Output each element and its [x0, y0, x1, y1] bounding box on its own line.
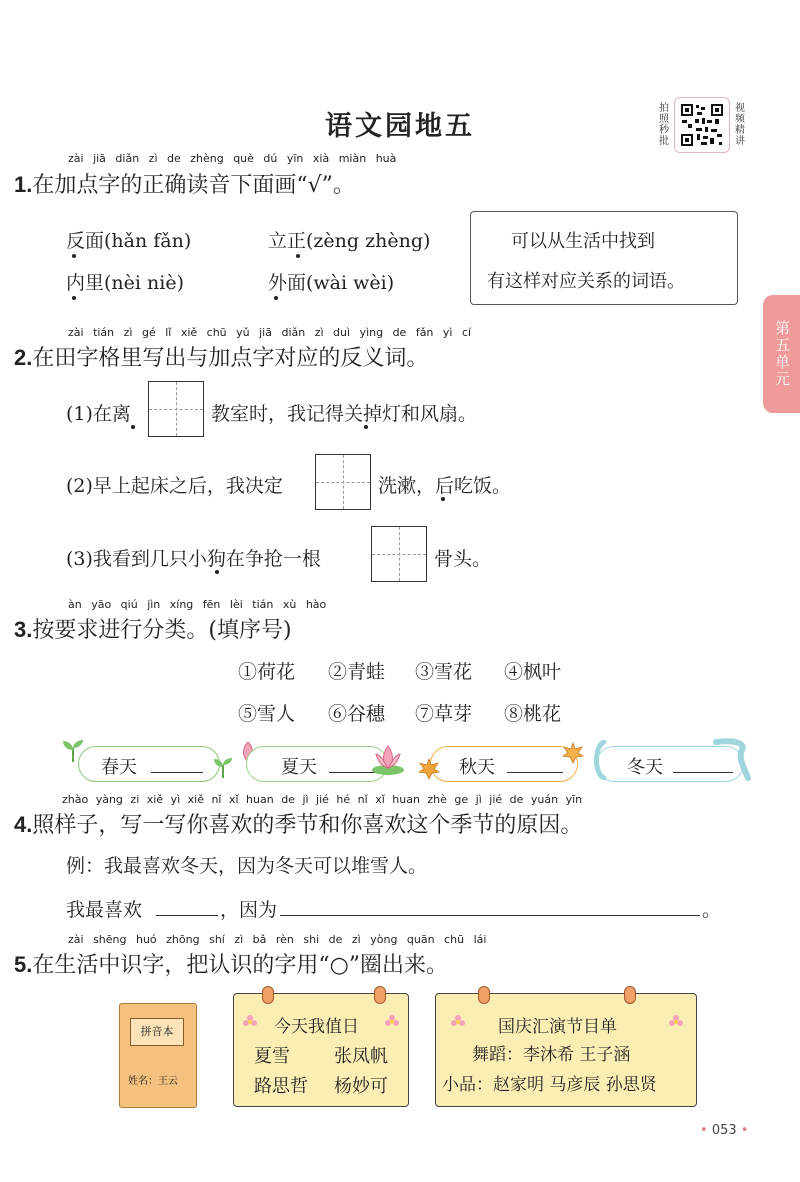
- q4-example: 例：我最喜欢冬天，因为冬天可以堆雪人。: [66, 855, 428, 877]
- season-box-autumn[interactable]: [430, 746, 578, 782]
- q4-pinyin: zhào yàng zi xiě yì xiě nǐ xǐ huan de jì jié hé nǐ xǐ huan zhè ge jì jié de yuán yīn: [62, 793, 583, 806]
- flower-icon: [242, 1014, 258, 1030]
- q1-number: 1.: [14, 172, 33, 197]
- pinyin-notebook: [119, 1003, 197, 1108]
- option-1: ①荷花: [238, 661, 296, 683]
- emphasis-dot: [72, 296, 76, 300]
- q5-heading: [14, 948, 448, 979]
- show-line-1[interactable]: 舞蹈：李沐希 王子涵: [472, 1045, 631, 1065]
- q1-text: 在加点字的正确读音下面画“√”。: [32, 173, 355, 198]
- season-label-autumn: 秋天: [459, 757, 495, 778]
- qr-code-icon: [679, 102, 725, 148]
- emphasis-dot: [131, 425, 135, 429]
- q5-pinyin: zài shēng huó zhōng shí zì bǎ rèn shi de zì yòng quān chū lái: [68, 933, 487, 946]
- notebook-title[interactable]: 拼音本: [130, 1018, 184, 1046]
- unit-tab[interactable]: 第五单元: [763, 295, 800, 413]
- q1-item-3[interactable]: 内里(nèi niè): [66, 272, 184, 294]
- pin-icon: [478, 986, 490, 1004]
- q1-heading: [14, 168, 355, 199]
- q2-s2-after: 洗漱，后吃饭。: [378, 475, 512, 497]
- show-title[interactable]: 国庆汇演节目单: [498, 1017, 617, 1037]
- emphasis-dot: [215, 570, 219, 574]
- q2-s2-before: (2)早上起床之后，我决定: [66, 475, 283, 497]
- page-number: • 053 •: [700, 1123, 749, 1138]
- answer-blank[interactable]: [507, 772, 563, 773]
- option-2: ②青蛙: [328, 661, 386, 683]
- season-label-winter: 冬天: [627, 757, 663, 778]
- snow-cloud-icon: [590, 740, 608, 780]
- tianzige-box-1[interactable]: [148, 381, 204, 437]
- season-label-summer: 夏天: [281, 757, 317, 778]
- flower-icon: [384, 1014, 400, 1030]
- duty-title[interactable]: 今天我值日: [274, 1017, 359, 1037]
- maple-leaf-icon: [418, 758, 440, 780]
- q3-pinyin: àn yāo qiú jìn xíng fēn lèi tián xù hào: [68, 598, 327, 611]
- q2-pinyin: zài tián zì gé lǐ xiě chū yǔ jiā diǎn zì duì yìng de fǎn yì cí: [68, 326, 472, 339]
- q2-s1-after: 教室时，我记得关掉灯和风扇。: [211, 403, 478, 425]
- option-6: ⑥谷穗: [328, 703, 386, 725]
- qr-left-label: 拍照秒批: [659, 103, 669, 147]
- q4-number: 4.: [14, 812, 33, 837]
- q1-item-4[interactable]: 外面(wài wèi): [268, 272, 395, 294]
- option-4: ④枫叶: [504, 661, 562, 683]
- emphasis-dot: [72, 254, 76, 258]
- q2-s3-before: (3)我看到几只小狗在争抢一根: [66, 548, 321, 570]
- q5-number: 5.: [14, 952, 33, 977]
- emphasis-dot: [441, 497, 445, 501]
- lotus-flower-icon: [370, 742, 406, 776]
- q1-item-1[interactable]: 反面(hǎn fǎn): [66, 230, 192, 252]
- q2-s3-after: 骨头。: [434, 548, 492, 570]
- option-7: ⑦草芽: [415, 703, 473, 725]
- q2-number: 2.: [14, 345, 33, 370]
- page-number-value: 053: [711, 1123, 737, 1138]
- duty-name-1[interactable]: 夏雪: [254, 1046, 290, 1067]
- season-box-summer[interactable]: [246, 746, 388, 782]
- pin-icon: [624, 986, 636, 1004]
- qr-code[interactable]: [674, 97, 730, 153]
- tip-line-2: 有这样对应关系的词语。: [487, 271, 685, 292]
- q3-heading: [14, 613, 292, 644]
- q2-text: 在田字格里写出与加点字对应的反义词。: [32, 346, 429, 371]
- q3-text: 按要求进行分类。(填序号): [32, 618, 292, 643]
- page-title: 语文园地五: [325, 111, 475, 142]
- q4-fill-end: 。: [702, 899, 722, 921]
- flower-icon: [668, 1014, 684, 1030]
- answer-blank[interactable]: [151, 772, 203, 773]
- q1-item-2[interactable]: 立正(zèng zhèng): [268, 230, 431, 252]
- pin-icon: [374, 986, 386, 1004]
- q4-text: 照样子，写一写你喜欢的季节和你喜欢这个季节的原因。: [32, 813, 583, 838]
- show-line-2[interactable]: 小品：赵家明 马彦辰 孙思贤: [442, 1075, 657, 1095]
- tip-line-1: 可以从生活中找到: [511, 231, 655, 252]
- q2-s1-before: (1)在离: [66, 403, 131, 425]
- maple-leaf-icon: [562, 742, 584, 764]
- pin-icon: [262, 986, 274, 1004]
- option-3: ③雪花: [415, 661, 473, 683]
- q3-number: 3.: [14, 617, 33, 642]
- sprout-icon: [212, 756, 234, 778]
- q5-text: 在生活中识字，把认识的字用“○”圈出来。: [32, 953, 449, 978]
- show-program-card: [435, 993, 697, 1107]
- snow-cloud-icon: [712, 738, 752, 782]
- emphasis-dot: [364, 425, 368, 429]
- notebook-owner[interactable]: 姓名：王云: [128, 1076, 178, 1087]
- tianzige-box-2[interactable]: [315, 454, 371, 510]
- qr-right-label: 视频精讲: [735, 103, 745, 147]
- emphasis-dot: [296, 254, 300, 258]
- option-5: ⑤雪人: [238, 703, 296, 725]
- duty-name-4[interactable]: 杨妙可: [334, 1076, 388, 1097]
- answer-blank[interactable]: [156, 915, 218, 916]
- answer-blank[interactable]: [329, 772, 375, 773]
- answer-blank[interactable]: [280, 915, 700, 916]
- emphasis-dot: [274, 296, 278, 300]
- tianzige-box-3[interactable]: [371, 526, 427, 582]
- duty-name-2[interactable]: 张凤帆: [334, 1046, 388, 1067]
- season-label-spring: 春天: [101, 757, 137, 778]
- q4-heading: [14, 808, 582, 839]
- q1-pinyin: zài jiā diǎn zì de zhèng què dú yīn xià miàn huà: [68, 152, 397, 165]
- duty-card: [233, 993, 409, 1107]
- q4-fill-a: 我最喜欢: [66, 899, 143, 921]
- duty-name-3[interactable]: 路思哲: [254, 1076, 308, 1097]
- tip-box: [470, 211, 738, 305]
- q4-fill-b: ，因为: [220, 899, 278, 921]
- season-box-spring[interactable]: [78, 746, 220, 782]
- option-8: ⑧桃花: [504, 703, 562, 725]
- q2-heading: [14, 341, 428, 372]
- flower-icon: [450, 1014, 466, 1030]
